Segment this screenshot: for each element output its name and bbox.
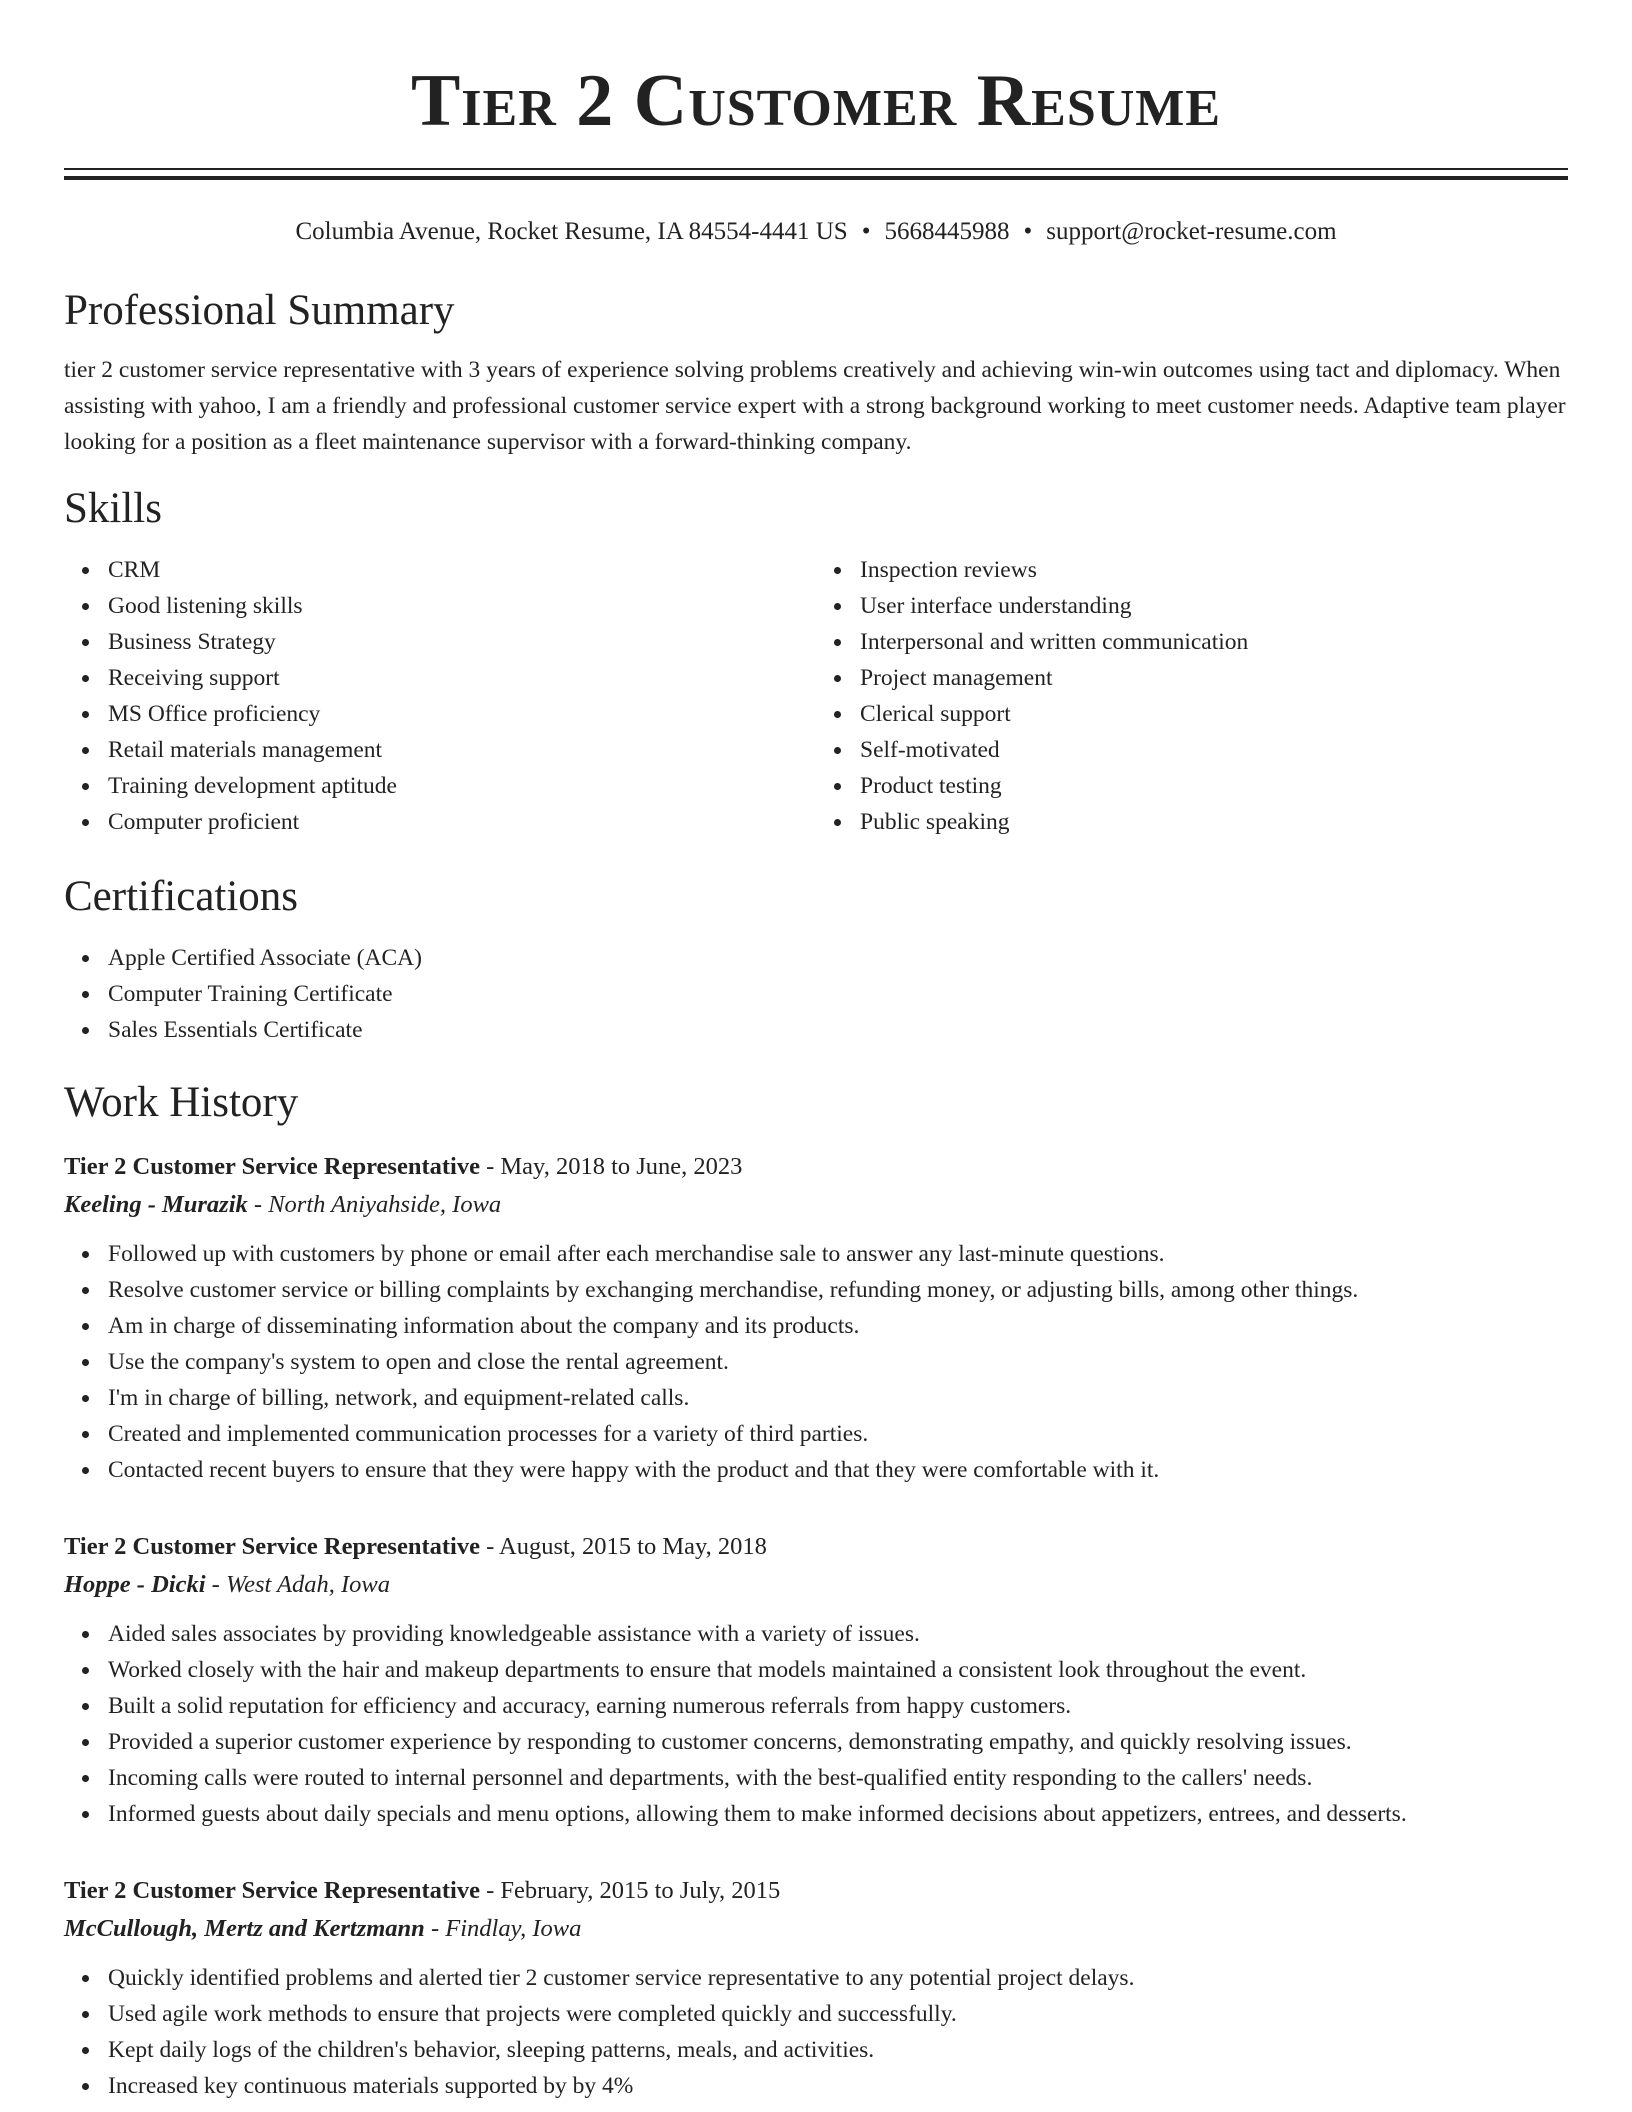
skill-item: Retail materials management (108, 732, 816, 768)
duty-item: Am in charge of disseminating information about the company and its products. (108, 1308, 1568, 1344)
contact-phone: 5668445988 (884, 218, 1010, 245)
job-entry (64, 1528, 1568, 1832)
dash: - (424, 1915, 446, 1942)
summary-text: tier 2 customer service representative with 3 years of experience solving problems creatively and achieving win-win outcomes using tact and diplomacy. When assisting with yahoo, I am a friendly and professional customer service expert with a strong background working to meet customer needs. Adaptive team player looking for a position as a fleet maintenance supervisor with a forward-thinking company. (64, 357, 1566, 455)
skill-item: Inspection reviews (860, 552, 1568, 588)
skills-list-right (816, 552, 1568, 840)
job-entry (64, 1872, 1568, 2104)
certifications-heading: Certifications (64, 873, 299, 920)
duty-item: Aided sales associates by providing knowledgeable assistance with a variety of issues. (108, 1616, 1568, 1652)
duty-item: Worked closely with the hair and makeup departments to ensure that models maintained a consistent look throughout the event. (108, 1652, 1568, 1688)
dash: - (205, 1571, 226, 1598)
skill-item: Product testing (860, 768, 1568, 804)
skills-list-left (64, 552, 816, 840)
job-duties-list (64, 1616, 1568, 1832)
duty-item: Built a solid reputation for efficiency and accuracy, earning numerous referrals from happy customers. (108, 1688, 1568, 1724)
skill-item: Public speaking (860, 804, 1568, 840)
duty-item: Followed up with customers by phone or email after each merchandise sale to answer any last-minute questions. (108, 1236, 1568, 1272)
skill-item: Clerical support (860, 696, 1568, 732)
certification-item: Computer Training Certificate (108, 976, 1568, 1012)
job-title-line (64, 1528, 1568, 1566)
skills-columns (64, 552, 1568, 840)
job-duties-list (64, 1236, 1568, 1488)
duty-item: Contacted recent buyers to ensure that they were happy with the product and that they were comfortable with it. (108, 1452, 1568, 1488)
duty-item: Informed guests about daily specials and menu options, allowing them to make informed decisions about appetizers, entrees, and desserts. (108, 1796, 1568, 1832)
job-entry (64, 1148, 1568, 1488)
title-rule-thin (64, 168, 1568, 170)
contact-separator: • (861, 218, 871, 245)
job-dates: August, 2015 to May, 2018 (499, 1533, 767, 1560)
dash: - (247, 1191, 269, 1218)
job-company: Hoppe - Dicki (64, 1571, 206, 1598)
job-company: McCullough, Mertz and Kertzmann (64, 1915, 425, 1942)
job-title: Tier 2 Customer Service Representative (64, 1877, 480, 1904)
certifications-list (64, 940, 1568, 1048)
certification-item: Apple Certified Associate (ACA) (108, 940, 1568, 976)
skill-item: Interpersonal and written communication (860, 624, 1568, 660)
duty-item: Use the company's system to open and close the rental agreement. (108, 1344, 1568, 1380)
skills-heading: Skills (64, 485, 162, 532)
job-location: West Adah, Iowa (225, 1571, 390, 1598)
dash: - (479, 1533, 500, 1560)
job-title: Tier 2 Customer Service Representative (64, 1153, 480, 1180)
skill-item: Training development aptitude (108, 768, 816, 804)
duty-item: I'm in charge of billing, network, and equipment-related calls. (108, 1380, 1568, 1416)
summary-heading: Professional Summary (64, 287, 455, 334)
job-company: Keeling - Murazik (64, 1191, 248, 1218)
contact-separator: • (1023, 218, 1033, 245)
skill-item: Good listening skills (108, 588, 816, 624)
contact-address: Columbia Avenue, Rocket Resume, IA 84554-4441 US (295, 218, 848, 245)
skill-item: MS Office proficiency (108, 696, 816, 732)
skill-item: CRM (108, 552, 816, 588)
duty-item: Created and implemented communication processes for a variety of third parties. (108, 1416, 1568, 1452)
dash: - (479, 1877, 501, 1904)
work-history-heading: Work History (64, 1079, 299, 1126)
contact-email[interactable]: support@rocket-resume.com (1046, 218, 1337, 245)
title-rule-thick (64, 176, 1568, 180)
job-duties-list (64, 1960, 1568, 2104)
job-dates: May, 2018 to June, 2023 (500, 1153, 743, 1180)
certification-item: Sales Essentials Certificate (108, 1012, 1568, 1048)
dash: - (479, 1153, 501, 1180)
job-location: Findlay, Iowa (445, 1915, 582, 1942)
duty-item: Kept daily logs of the children's behavior, sleeping patterns, meals, and activities. (108, 2032, 1568, 2068)
skill-item: Project management (860, 660, 1568, 696)
duty-item: Increased key continuous materials supported by by 4% (108, 2068, 1568, 2104)
duty-item: Provided a superior customer experience by responding to customer concerns, demonstrating empathy, and quickly resolving issues. (108, 1724, 1568, 1760)
duty-item: Incoming calls were routed to internal personnel and departments, with the best-qualified entity responding to the callers' needs. (108, 1760, 1568, 1796)
job-dates: February, 2015 to July, 2015 (500, 1877, 781, 1904)
skill-item: User interface understanding (860, 588, 1568, 624)
skill-item: Receiving support (108, 660, 816, 696)
job-company-line (64, 1910, 1568, 1948)
job-title-line (64, 1148, 1568, 1186)
job-company-line (64, 1186, 1568, 1224)
duty-item: Resolve customer service or billing complaints by exchanging merchandise, refunding money, or adjusting bills, among other things. (108, 1272, 1568, 1308)
job-location: North Aniyahside, Iowa (268, 1191, 502, 1218)
job-title-line (64, 1872, 1568, 1910)
skill-item: Self-motivated (860, 732, 1568, 768)
job-title: Tier 2 Customer Service Representative (64, 1533, 480, 1560)
contact-line (64, 216, 1568, 248)
resume-title: Tier 2 Customer Resume (410, 60, 1222, 142)
duty-item: Used agile work methods to ensure that projects were completed quickly and successfully. (108, 1996, 1568, 2032)
duty-item: Quickly identified problems and alerted tier 2 customer service representative to any potential project delays. (108, 1960, 1568, 1996)
skill-item: Business Strategy (108, 624, 816, 660)
job-company-line (64, 1566, 1568, 1604)
skill-item: Computer proficient (108, 804, 816, 840)
